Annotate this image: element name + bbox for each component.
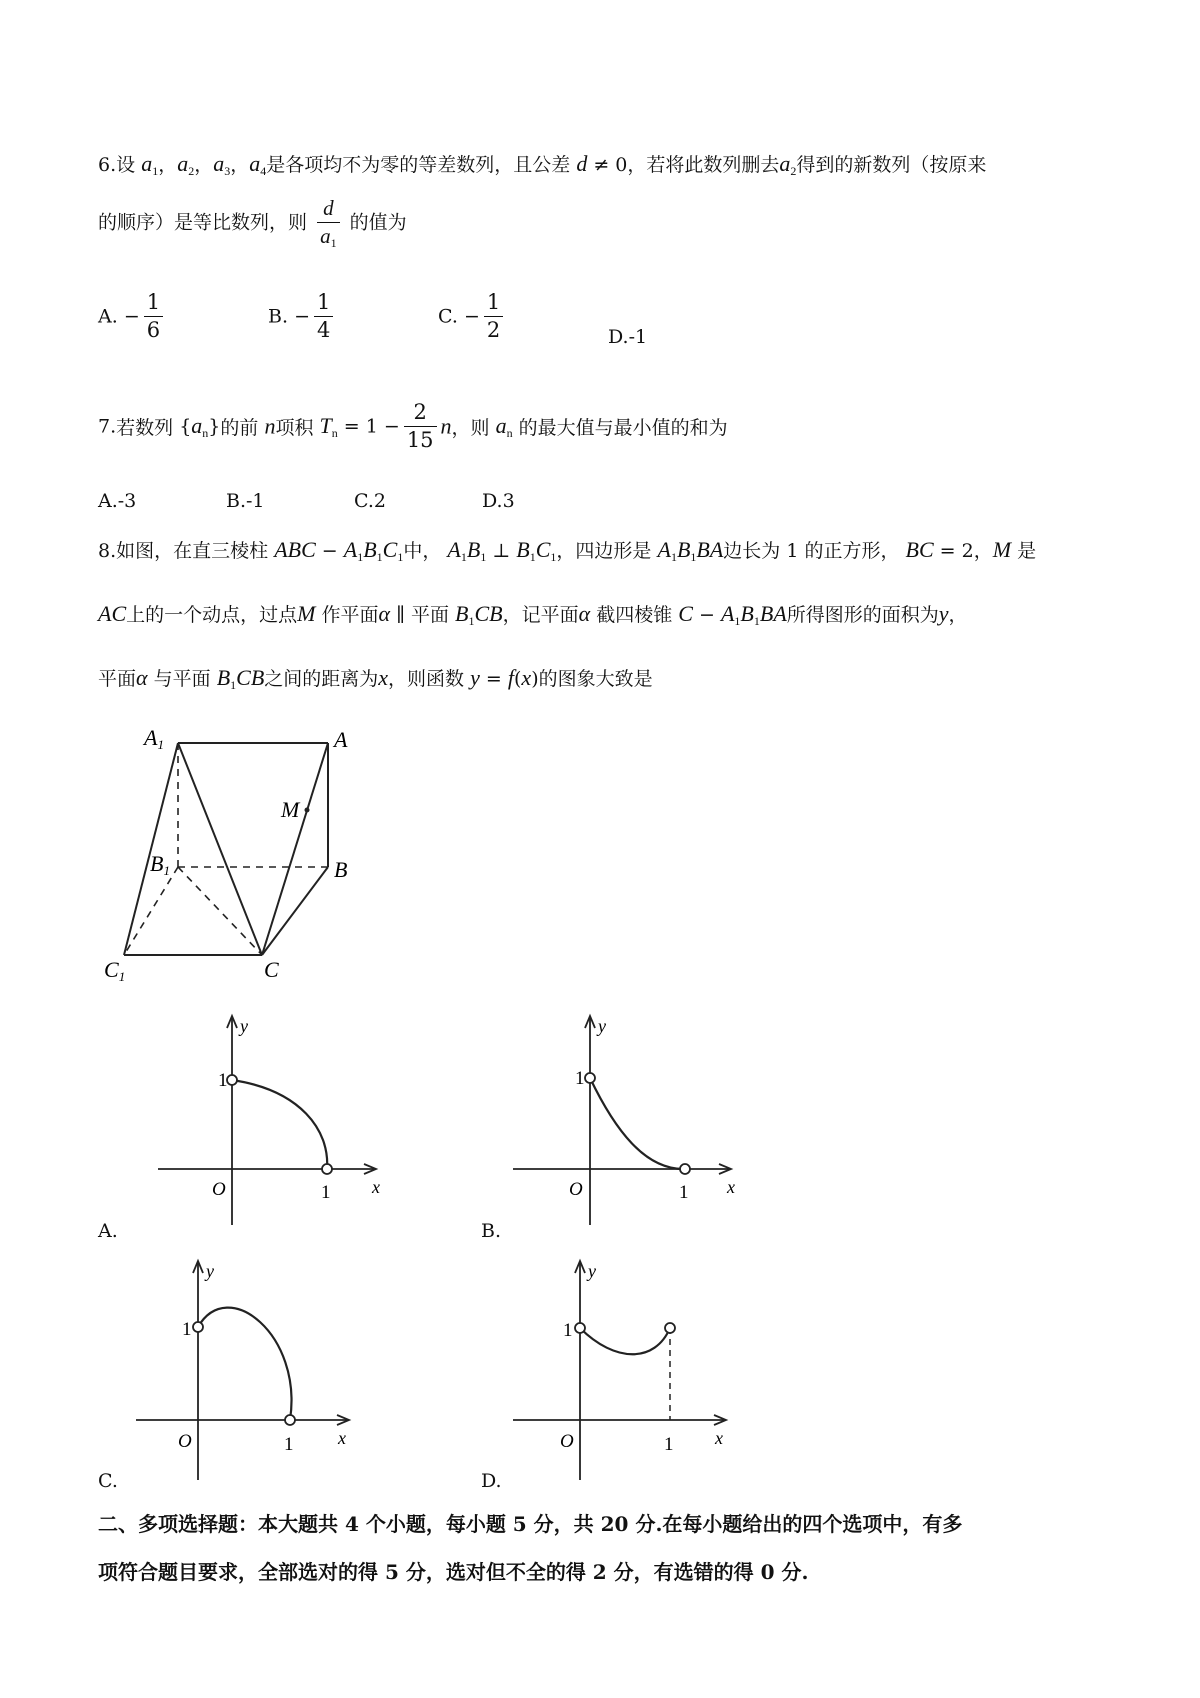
d-over-a1-fraction: $\frac{d}{a_1}$ xyxy=(317,198,340,249)
svg-text:y: y xyxy=(206,1261,214,1281)
two-fifteenths-fraction: $\frac{2}{15}$ xyxy=(404,402,437,451)
q7-option-d: D.3 xyxy=(482,490,515,512)
q6-line1: 6.设 $a_1$，$a_2$，$a_3$，$a_4$是各项均不为零的等差数列，且公差 d ≠ 0，若将此数列删去$a_2$得到的新数列（按原来 xyxy=(98,151,987,178)
svg-text:y: y xyxy=(240,1016,248,1036)
svg-text:x: x xyxy=(338,1428,346,1448)
q6-option-a: A. − $\frac{1}{6}$ xyxy=(98,292,167,341)
q7-option-a: A.-3 xyxy=(98,490,137,512)
q8-line3: 平面α 与平面 $B_1CB$之间的距离为x，则函数 y = f(x)的图象大致是 xyxy=(98,665,653,692)
svg-text:1: 1 xyxy=(563,1320,573,1341)
svg-text:y: y xyxy=(598,1016,606,1036)
q7-option-c: C.2 xyxy=(354,490,386,512)
q7-option-b: B.-1 xyxy=(226,490,265,512)
q8-line2: AC上的一个动点，过点M 作平面α ∥ 平面 $B_1CB$，记平面α 截四棱锥 $C - A_1B_1BA$所得图形的面积为y， xyxy=(98,601,968,628)
svg-text:O: O xyxy=(569,1179,583,1200)
section2-heading-line1: 二、多项选择题：本大题共 4 个小题，每小题 5 分，共 20 分.在每小题给出的四个选项中，有多 xyxy=(98,1512,963,1536)
svg-text:A1: A1 xyxy=(144,725,164,752)
q7-number: 7. xyxy=(98,415,117,438)
svg-text:1: 1 xyxy=(679,1182,689,1203)
q6-option-c: C. − $\frac{1}{2}$ xyxy=(438,292,507,341)
graph-option-d xyxy=(505,1255,745,1485)
graph-label-d: D. xyxy=(481,1470,502,1492)
section2-heading-line2: 项符合题目要求，全部选对的得 5 分，选对但不全的得 2 分，有选错的得 0 分. xyxy=(98,1560,809,1584)
q8-line1: 8.如图，在直三棱柱 ABC − $A_1B_1C_1$中， $A_1B_1$ ⊥ $B_1C_1$，四边形是 $A_1B_1BA$边长为 1 的正方形， BC = 2，M 是 xyxy=(98,537,1037,564)
q6-number: 6. xyxy=(98,154,117,176)
q6-option-d: D.-1 xyxy=(608,326,648,348)
svg-text:y: y xyxy=(588,1261,596,1281)
graph-label-a: A. xyxy=(98,1220,118,1242)
svg-text:C1: C1 xyxy=(104,957,126,984)
svg-text:A: A xyxy=(334,727,348,752)
svg-text:x: x xyxy=(372,1177,380,1197)
graph-option-a xyxy=(150,1010,390,1230)
svg-text:1: 1 xyxy=(218,1070,228,1091)
prism-figure xyxy=(100,725,360,985)
svg-text:x: x xyxy=(727,1177,735,1197)
svg-text:O: O xyxy=(560,1431,574,1452)
svg-text:B1: B1 xyxy=(150,851,170,878)
svg-text:M: M xyxy=(281,797,300,822)
svg-text:O: O xyxy=(178,1431,192,1452)
q8-number: 8. xyxy=(98,540,117,562)
q7-line1: 7.若数列 $\{a_n\}$的前 n项积 $T_n = 1$ − $\frac{2}{15}$ n，则 $a_n$ 的最大值与最小值的和为 xyxy=(98,400,728,452)
svg-text:1: 1 xyxy=(575,1068,585,1089)
graph-option-b xyxy=(505,1010,745,1230)
svg-text:1: 1 xyxy=(182,1319,192,1340)
svg-text:1: 1 xyxy=(321,1182,331,1203)
svg-text:1: 1 xyxy=(284,1434,294,1455)
graph-label-c: C. xyxy=(98,1470,118,1492)
q6-line2: 的顺序）是等比数列，则 $\frac{d}{a_1}$ 的值为 xyxy=(98,196,407,250)
q6-option-b: B. − $\frac{1}{4}$ xyxy=(268,292,337,341)
svg-text:1: 1 xyxy=(664,1434,674,1455)
svg-text:C: C xyxy=(264,957,279,982)
svg-text:x: x xyxy=(715,1428,723,1448)
svg-text:B: B xyxy=(334,857,348,882)
svg-text:O: O xyxy=(212,1179,226,1200)
graph-option-c xyxy=(128,1255,368,1485)
graph-label-b: B. xyxy=(481,1220,502,1242)
